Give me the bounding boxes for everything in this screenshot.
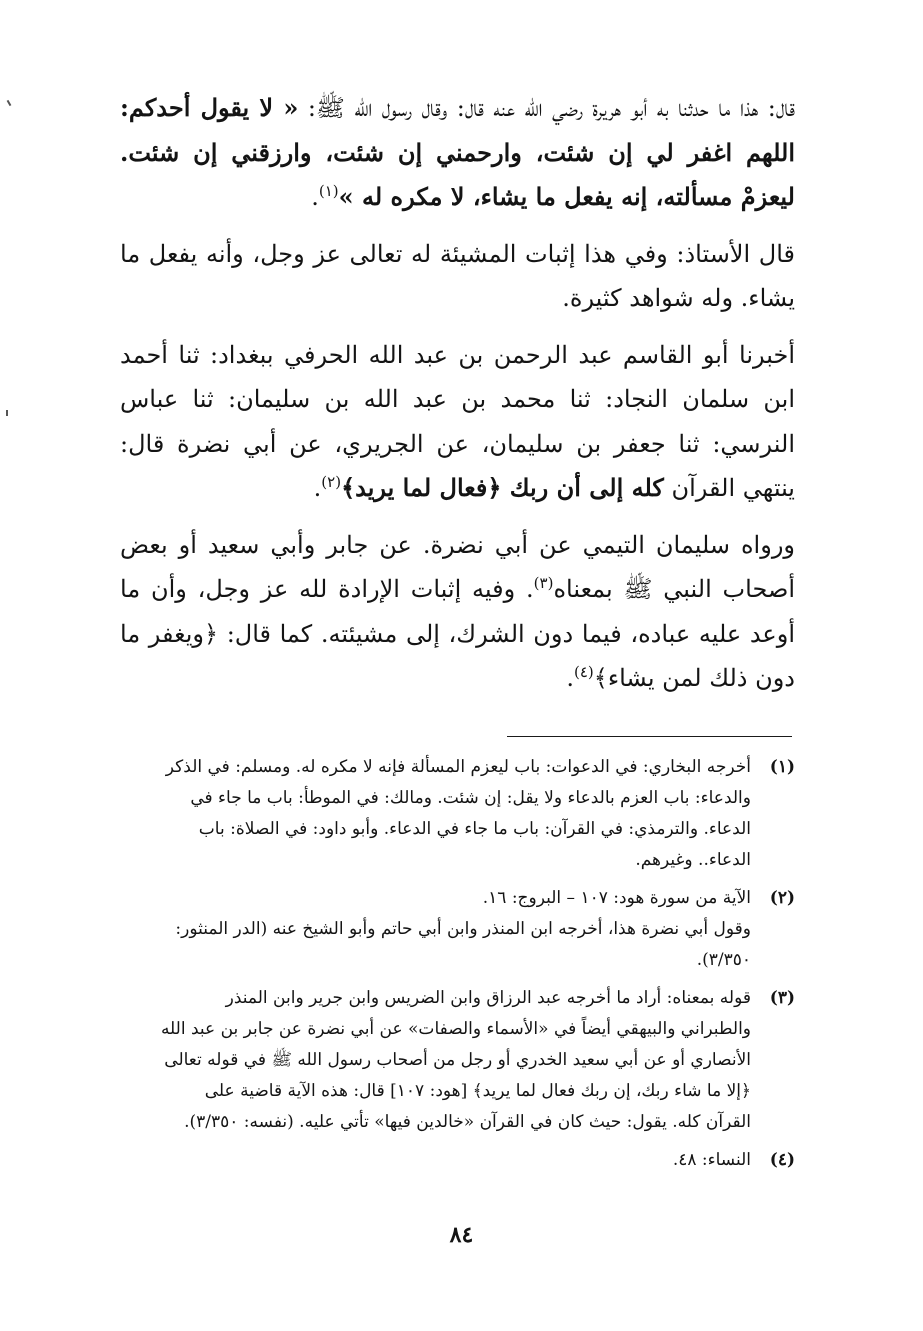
paragraph-hadith xyxy=(120,86,795,220)
footnote-line: الآية من سورة هود: ١٠٧ – البروج: ١٦. xyxy=(482,888,751,908)
footnote-divider xyxy=(507,736,792,737)
text-segment: . xyxy=(566,664,574,692)
paragraph-ustadh-comment xyxy=(120,232,795,321)
paragraph-isnad xyxy=(120,333,795,511)
footnote-2 xyxy=(120,883,795,976)
footnote-reference: (١) xyxy=(318,182,339,200)
footnote-1 xyxy=(120,752,795,876)
paragraph-taymi-narration xyxy=(120,523,795,701)
scan-mark-top xyxy=(7,100,12,106)
scan-mark-middle xyxy=(6,410,8,416)
footnote-line: ٣/٣٥٠). xyxy=(696,950,751,970)
footnote-line: الأنصاري أو عن أبي سعيد الخدري أو رجل من أصحاب رسول الله ﷺ في قوله تعالى xyxy=(164,1050,751,1070)
main-text xyxy=(120,86,795,701)
footnote-number: (٤) xyxy=(769,1150,795,1170)
text-segment: قال: هذا ما حدثنا به أبو هريرة رضي الله عنه قال: وقال رسول الله ﷺ: xyxy=(298,94,795,122)
footnote-reference: (٤) xyxy=(573,663,594,681)
text-segment: . وفيه إثبات الإرادة لله عز وجل، وأن ما أوعد عليه عباده، فيما دون الشرك، إلى مشيئته. كما قال: ﴿ويغفر ما دون ذلك لمن يشاء﴾ xyxy=(120,575,795,692)
footnote-number: (١) xyxy=(769,757,795,777)
footnote-line: وقول أبي نضرة هذا، أخرجه ابن المنذر وابن أبي حاتم وأبو الشيخ عنه (الدر المنثور: xyxy=(175,919,751,939)
footnote-line: قوله بمعناه: أراد ما أخرجه عبد الرزاق وابن الضريس وابن جرير وابن المنذر xyxy=(225,988,751,1008)
text-segment: كله إلى أن ربك ﴿فعال لما يريد﴾ xyxy=(341,473,664,502)
footnote-reference: (٣) xyxy=(533,574,554,592)
text-segment: . xyxy=(311,183,319,211)
footnote-4 xyxy=(120,1145,795,1176)
footnote-line: الدعاء. والترمذي: في القرآن: باب ما جاء في الدعاء. وأبو داود: في الصلاة: باب xyxy=(198,819,751,839)
text-segment: . xyxy=(313,474,322,502)
footnote-reference: (٢) xyxy=(321,473,342,491)
footnote-line: ﴿إلا ما شاء ربك، إن ربك فعال لما يريد﴾ [هود: ١٠٧] قال: هذه الآية قاضية على xyxy=(204,1081,751,1101)
footnote-number: (٢) xyxy=(769,888,795,908)
text-segment: قال الأستاذ: وفي هذا إثبات المشيئة له تعالى عز وجل، وأنه يفعل ما يشاء. وله شواهد كثيرة. xyxy=(120,239,795,312)
footnote-line: القرآن كله. يقول: حيث كان في القرآن «خالدين فيها» تأتي عليه. (نفسه: ٣/٣٥٠). xyxy=(184,1112,751,1132)
footnote-3 xyxy=(120,983,795,1138)
footnote-line: أخرجه البخاري: في الدعوات: باب ليعزم المسألة فإنه لا مكره له. ومسلم: في الذكر xyxy=(165,757,751,777)
footnote-line: الدعاء.. وغيرهم. xyxy=(635,850,751,870)
footnote-line: والدعاء: باب العزم بالدعاء ولا يقل: إن شئت. ومالك: في الموطأ: باب ما جاء في xyxy=(190,788,751,808)
text-segment: « لا يقول أحدكم: اللهم اغفر لي إن شئت، وارحمني إن شئت، وارزقني إن شئت. ليعزمْ مسألته، إنه يفعل ما يشاء، لا مكره له » xyxy=(120,93,796,211)
text-segment: ورواه سليمان التيمي عن أبي نضرة. عن جابر وأبي سعيد أو بعض أصحاب النبي ﷺ بمعناه xyxy=(120,530,795,603)
footnote-line: النساء: ٤٨. xyxy=(672,1150,751,1170)
footnote-line: والطبراني والبيهقي أيضاً في «الأسماء والصفات» عن أبي نضرة عن جابر بن عبد الله xyxy=(160,1019,751,1039)
page-number: ٨٤ xyxy=(449,1222,474,1248)
footnotes xyxy=(120,752,795,1183)
text-segment: أخبرنا أبو القاسم عبد الرحمن بن عبد الله الحرفي ببغداد: ثنا أحمد ابن سلمان النجاد: ثنا محمد بن عبد الله بن سليمان: ثنا عباس النرسي: ثنا جعفر بن سليمان، عن الجريري، عن أبي نضرة قال: ينتهي القرآن xyxy=(120,340,795,502)
footnote-number: (٣) xyxy=(769,988,795,1008)
